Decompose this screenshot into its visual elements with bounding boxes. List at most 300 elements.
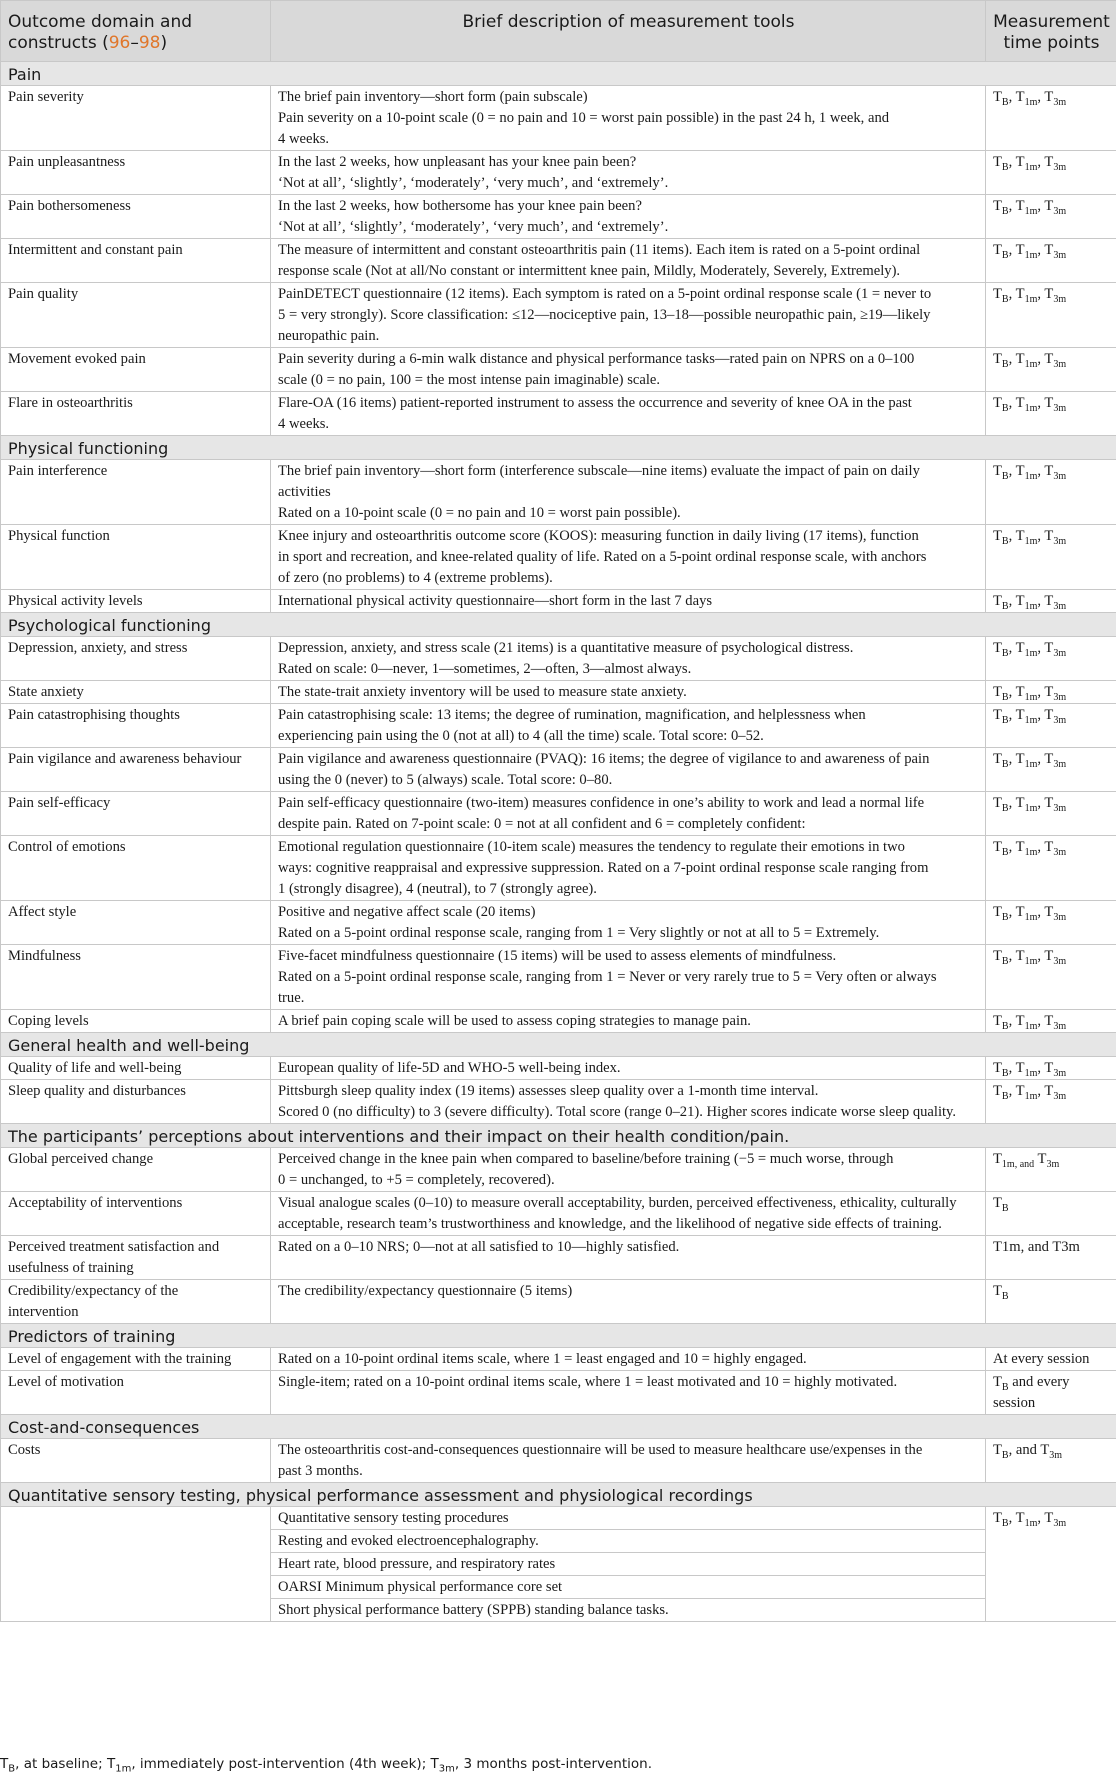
description-cell xyxy=(271,392,986,436)
reference-link-96[interactable]: 96 xyxy=(108,33,131,53)
description-cell xyxy=(271,460,986,525)
time-t-letter: T xyxy=(993,751,1002,767)
description-line: Pain severity on a 10-point scale (0 = no pain and 10 = worst pain possible) in the past 24 h, 1 week, and xyxy=(278,110,890,126)
time-subscript: 3m xyxy=(1053,96,1067,108)
time-points-cell xyxy=(986,1507,1116,1622)
time-t-letter: T xyxy=(1044,795,1054,811)
time-t-letter: T xyxy=(993,198,1002,214)
table-row xyxy=(1,1371,1116,1415)
description-line: Rated on a 5-point ordinal response scale, ranging from 1 = Very slightly or not at all to 5 = Extremely. xyxy=(278,925,880,941)
section-row xyxy=(1,62,1116,86)
time-t-letter: T xyxy=(993,154,1002,170)
time-points-cell xyxy=(986,836,1116,901)
time-sep: , xyxy=(1037,640,1045,656)
description-line: of zero (no problems) to 4 (extreme problems). xyxy=(278,570,553,586)
time-points-cell xyxy=(986,637,1116,681)
construct-cell xyxy=(1,792,271,836)
time-sep: , xyxy=(1037,395,1045,411)
time-sep: , xyxy=(1037,1060,1045,1076)
time-sep: , xyxy=(1037,242,1045,258)
description-cell xyxy=(271,590,986,613)
time-subscript: B xyxy=(1001,1067,1009,1079)
time-t-letter: T xyxy=(1044,351,1054,367)
time-t-letter: T xyxy=(993,1442,1002,1458)
time-t-letter: T xyxy=(1015,395,1025,411)
time-subscript: B xyxy=(1001,1449,1009,1461)
time-t-letter: T xyxy=(1015,640,1025,656)
table-row xyxy=(1,1192,1116,1236)
time-subscript: 1m xyxy=(1024,96,1038,108)
description-line: The brief pain inventory—short form (interference subscale—nine items) evaluate the impact of pain on daily xyxy=(278,463,920,479)
description-line: The brief pain inventory—short form (pain subscale) xyxy=(278,89,588,105)
description-cell xyxy=(271,748,986,792)
time-subscript: 1m xyxy=(1024,535,1038,547)
time-subscript: 3m xyxy=(1053,911,1067,923)
section-row xyxy=(1,1033,1116,1057)
table-row xyxy=(1,1057,1116,1080)
time-sep: , xyxy=(1008,795,1016,811)
table-row xyxy=(1,1148,1116,1192)
time-sep: , xyxy=(1037,684,1045,700)
construct-line: Pain severity xyxy=(8,89,84,105)
construct-line: intervention xyxy=(8,1304,79,1320)
time-subscript: 1m xyxy=(1024,1517,1038,1529)
description-cell xyxy=(271,945,986,1010)
construct-line: Intermittent and constant pain xyxy=(8,242,183,258)
time-t-letter: T xyxy=(1044,89,1054,105)
time-points-cell xyxy=(986,1439,1116,1483)
description-line: Knee injury and osteoarthritis outcome score (KOOS): measuring function in daily living (17 items), function xyxy=(278,528,919,544)
time-t-letter: T xyxy=(1015,154,1025,170)
time-t-letter: T xyxy=(993,286,1002,302)
table-row xyxy=(1,525,1116,590)
description-cell xyxy=(271,637,986,681)
header-col1-pre: constructs ( xyxy=(8,33,109,53)
section-row xyxy=(1,1483,1116,1507)
reference-link-98[interactable]: 98 xyxy=(138,33,161,53)
time-subscript: 3m xyxy=(1053,470,1067,482)
time-t-letter: T xyxy=(1015,707,1025,723)
description-line: The state-trait anxiety inventory will be used to measure state anxiety. xyxy=(278,684,687,700)
construct-line: Perceived treatment satisfaction and xyxy=(8,1239,220,1255)
time-t-letter: T xyxy=(1044,1083,1054,1099)
time-subscript: 1m xyxy=(1001,1158,1015,1170)
time-subscript: B xyxy=(1001,1381,1009,1393)
time-subscript: 1m xyxy=(1024,358,1038,370)
description-cell xyxy=(271,283,986,348)
description-line: Pain vigilance and awareness questionnaire (PVAQ): 16 items; the degree of vigilance to and awareness of pain xyxy=(278,751,930,767)
time-t-letter: T xyxy=(1044,1013,1054,1029)
construct-cell xyxy=(1,1080,271,1124)
description-line: Positive and negative affect scale (20 items) xyxy=(278,904,536,920)
time-points-cell xyxy=(986,1236,1116,1280)
table-row xyxy=(1,1080,1116,1124)
header-col1-dash: – xyxy=(130,33,139,53)
construct-line: Affect style xyxy=(8,904,77,920)
time-subscript: 3m xyxy=(1049,1449,1063,1461)
time-sep: , xyxy=(1008,395,1016,411)
construct-cell xyxy=(1,1439,271,1483)
construct-line: Global perceived change xyxy=(8,1151,154,1167)
time-subscript: 3m xyxy=(1053,1517,1067,1529)
time-sep: , xyxy=(1008,751,1016,767)
construct-cell xyxy=(1,1010,271,1033)
description-line: Emotional regulation questionnaire (10-item scale) measures the tendency to regulate their emotions in two xyxy=(278,839,905,855)
description-line: Pittsburgh sleep quality index (19 items) assesses sleep quality over a 1-month time interval. xyxy=(278,1083,819,1099)
construct-line: Sleep quality and disturbances xyxy=(8,1083,186,1099)
time-sep: , xyxy=(1037,751,1045,767)
time-subscript: 1m xyxy=(1024,846,1038,858)
description-line: in sport and recreation, and knee-related quality of life. Rated on a 5-point ordinal response scale, with anchors xyxy=(278,549,927,565)
description-cell xyxy=(271,792,986,836)
time-sep: , xyxy=(1008,684,1016,700)
time-sep: , xyxy=(1037,351,1045,367)
time-subscript: 3m xyxy=(438,1763,455,1775)
description-line: ways: cognitive reappraisal and expressive suppression. Rated on a 7-point ordinal response scale ranging from xyxy=(278,860,929,876)
construct-cell xyxy=(1,1280,271,1324)
time-subscript: 1m xyxy=(1024,1090,1038,1102)
time-subscript: B xyxy=(1001,1090,1009,1102)
time-t-letter: T xyxy=(1044,286,1054,302)
time-subscript: B xyxy=(8,1763,16,1775)
header-col3-line1: Measurement xyxy=(993,12,1110,32)
time-subscript: B xyxy=(1001,1517,1009,1529)
time-sep: , xyxy=(1008,1013,1016,1029)
table-row xyxy=(1,86,1116,151)
time-subscript: B xyxy=(1001,358,1009,370)
description-cell xyxy=(271,151,986,195)
description-line: Scored 0 (no difficulty) to 3 (severe difficulty). Total score (range 0–21). Higher scores indicate worse sleep quality. xyxy=(278,1104,957,1120)
time-sep: , xyxy=(1008,707,1016,723)
description-line: The credibility/expectancy questionnaire (5 items) xyxy=(278,1283,573,1299)
time-t-letter: T xyxy=(1044,242,1054,258)
time-t-letter: T xyxy=(993,1510,1002,1526)
construct-cell xyxy=(1,86,271,151)
description-cell xyxy=(271,704,986,748)
table-row xyxy=(1,590,1116,613)
table-row xyxy=(1,195,1116,239)
time-sep: , xyxy=(1037,154,1045,170)
description-cell: Short physical performance battery (SPPB) standing balance tasks. xyxy=(271,1599,986,1622)
time-t-letter: T xyxy=(993,1083,1002,1099)
time-subscript: 3m xyxy=(1053,1067,1067,1079)
description-line: Rated on a 5-point ordinal response scale, ranging from 1 = Never or very rarely true to 5 = Very often or always xyxy=(278,969,937,985)
time-subscript: 3m xyxy=(1053,846,1067,858)
time-subscript: 3m xyxy=(1053,535,1067,547)
time-sep: , xyxy=(1037,198,1045,214)
time-t-letter: T xyxy=(1015,684,1025,700)
table-row xyxy=(1,945,1116,1010)
time-subscript: 1m xyxy=(1024,911,1038,923)
time-t-letter: T xyxy=(993,395,1002,411)
time-subscript: 3m xyxy=(1053,402,1067,414)
time-points-cell xyxy=(986,792,1116,836)
time-t-letter: T xyxy=(993,1374,1002,1390)
time-sep: , xyxy=(1037,1013,1045,1029)
construct-cell xyxy=(1,1371,271,1415)
time-t-letter: T xyxy=(993,795,1002,811)
time-and: , and xyxy=(1008,1442,1041,1458)
time-subscript: 1m xyxy=(1024,293,1038,305)
description-line: 5 = very strongly). Score classification: ≤12—nociceptive pain, 13–18—possible neuropathic pain, ≥19—likely xyxy=(278,307,931,323)
construct-line: Level of engagement with the training xyxy=(8,1351,232,1367)
description-line: using the 0 (never) to 5 (always) scale. Total score: 0–80. xyxy=(278,772,613,788)
time-t-letter: T xyxy=(1015,839,1025,855)
description-line: 4 weeks. xyxy=(278,416,330,432)
time-sep: , xyxy=(1008,351,1016,367)
time-points-cell xyxy=(986,195,1116,239)
description-line: Rated on a 10-point scale (0 = no pain and 10 = worst pain possible). xyxy=(278,505,681,521)
construct-cell xyxy=(1,195,271,239)
description-line: despite pain. Rated on 7-point scale: 0 = not at all confident and 6 = completely confident: xyxy=(278,816,806,832)
time-points-cell xyxy=(986,1057,1116,1080)
construct-cell xyxy=(1,1236,271,1280)
time-sep: , xyxy=(1037,286,1045,302)
time-subscript: 1m xyxy=(1024,1020,1038,1032)
time-text: At every session xyxy=(993,1351,1090,1367)
time-points-cell xyxy=(986,348,1116,392)
time-sep: , xyxy=(1008,89,1016,105)
description-cell xyxy=(271,1010,986,1033)
description-line: Pain severity during a 6-min walk distance and physical performance tasks—rated pain on NPRS on a 0–100 xyxy=(278,351,915,367)
section-title: Psychological functioning xyxy=(1,613,1116,637)
time-subscript: 3m xyxy=(1053,1090,1067,1102)
description-line: Visual analogue scales (0–10) to measure overall acceptability, burden, perceived effectiveness, ethicality, culturally xyxy=(278,1195,957,1211)
description-line: Rated on a 0–10 NRS; 0—not at all satisfied to 10—highly satisfied. xyxy=(278,1239,680,1255)
time-sep: , xyxy=(1037,463,1045,479)
construct-cell xyxy=(1,637,271,681)
time-points-cell xyxy=(986,1148,1116,1192)
construct-cell xyxy=(1,239,271,283)
time-subscript: 1m xyxy=(1024,955,1038,967)
time-t-letter: T xyxy=(1015,1060,1025,1076)
time-t-letter: T xyxy=(1015,751,1025,767)
construct-line: Mindfulness xyxy=(8,948,81,964)
time-points-cell xyxy=(986,1080,1116,1124)
time-line: session xyxy=(993,1395,1036,1411)
time-t-letter: T xyxy=(993,593,1002,609)
header-col3-line2: time points xyxy=(1003,33,1100,53)
description-cell xyxy=(271,239,986,283)
description-line: Rated on a 10-point ordinal items scale, where 1 = least engaged and 10 = highly engaged. xyxy=(278,1351,807,1367)
time-points-cell xyxy=(986,681,1116,704)
construct-line: Pain interference xyxy=(8,463,108,479)
description-cell: Resting and evoked electroencephalography. xyxy=(271,1530,986,1553)
description-cell xyxy=(271,1080,986,1124)
description-line: past 3 months. xyxy=(278,1463,363,1479)
time-sep: , xyxy=(1008,528,1016,544)
construct-cell xyxy=(1,1348,271,1371)
table-row xyxy=(1,748,1116,792)
time-subscript: 3m xyxy=(1053,205,1067,217)
table-row xyxy=(1,901,1116,945)
construct-cell xyxy=(1,945,271,1010)
time-t-letter: T xyxy=(993,1195,1002,1211)
description-cell xyxy=(271,195,986,239)
time-sep: , xyxy=(1037,89,1045,105)
construct-line: Pain catastrophising thoughts xyxy=(8,707,180,723)
time-t-letter: T xyxy=(1044,1060,1054,1076)
time-t-letter: T xyxy=(1044,198,1054,214)
time-points-cell xyxy=(986,945,1116,1010)
construct-cell xyxy=(1,590,271,613)
time-sep: , xyxy=(1008,242,1016,258)
time-t-letter: T xyxy=(1015,795,1025,811)
header-time-points xyxy=(986,1,1116,62)
time-sep: , xyxy=(1008,154,1016,170)
header-col1-post: ) xyxy=(160,33,168,53)
construct-cell xyxy=(1,392,271,436)
time-t-letter: T xyxy=(1015,593,1025,609)
construct-line: Pain bothersomeness xyxy=(8,198,131,214)
time-subscript: 1m xyxy=(1024,647,1038,659)
time-t-letter: T xyxy=(1015,89,1025,105)
time-t-letter: T xyxy=(993,528,1002,544)
description-line: scale (0 = no pain, 100 = the most intense pain imaginable) scale. xyxy=(278,372,661,388)
description-cell xyxy=(271,1057,986,1080)
time-subscript: B xyxy=(1001,249,1009,261)
time-subscript: 1m xyxy=(1024,600,1038,612)
time-points-cell xyxy=(986,1371,1116,1415)
time-subscript: 3m xyxy=(1053,647,1067,659)
construct-line: Acceptability of interventions xyxy=(8,1195,183,1211)
construct-line: Pain self-efficacy xyxy=(8,795,111,811)
table-row xyxy=(1,348,1116,392)
time-t-letter: T xyxy=(993,1060,1002,1076)
description-line: experiencing pain using the 0 (not at all) to 4 (all the time) scale. Total score: 0–52. xyxy=(278,728,764,744)
description-line: Depression, anxiety, and stress scale (21 items) is a quantitative measure of psychological distress. xyxy=(278,640,854,656)
time-points-cell xyxy=(986,283,1116,348)
description-cell xyxy=(271,1192,986,1236)
time-subscript: 3m xyxy=(1046,1158,1060,1170)
description-cell xyxy=(271,525,986,590)
time-points-cell xyxy=(986,525,1116,590)
time-subscript: B xyxy=(1001,96,1009,108)
description-line: Five-facet mindfulness questionnaire (15 items) will be used to assess elements of mindfulness. xyxy=(278,948,837,964)
construct-cell xyxy=(1,1507,271,1622)
time-subscript: 3m xyxy=(1053,293,1067,305)
description-line: The measure of intermittent and constant osteoarthritis pain (11 items). Each item is rated on a 5-point ordinal xyxy=(278,242,921,258)
time-t-letter: T xyxy=(993,242,1002,258)
header-col1-line1: Outcome domain and xyxy=(8,12,193,32)
description-cell xyxy=(271,1280,986,1324)
time-subscript: 1m xyxy=(1024,1067,1038,1079)
time-t-letter: T xyxy=(0,1756,9,1772)
section-title: General health and well-being xyxy=(1,1033,1116,1057)
description-line: response scale (Not at all/No constant or intermittent knee pain, Mildly, Moderately, Severely, Extremely). xyxy=(278,263,901,279)
description-cell: Heart rate, blood pressure, and respiratory rates xyxy=(271,1553,986,1576)
time-t-letter: T xyxy=(993,684,1002,700)
time-subscript: 1m xyxy=(1024,714,1038,726)
description-line: Rated on scale: 0—never, 1—sometimes, 2—often, 3—almost always. xyxy=(278,661,692,677)
table-row xyxy=(1,637,1116,681)
time-t-letter: T xyxy=(1044,640,1054,656)
construct-line: usefulness of training xyxy=(8,1260,134,1276)
time-sep: , xyxy=(1008,948,1016,964)
time-t-letter: T xyxy=(1015,528,1025,544)
description-line: Flare-OA (16 items) patient-reported instrument to assess the occurrence and severity of knee OA in the past xyxy=(278,395,912,411)
time-subscript: B xyxy=(1001,691,1009,703)
construct-line: Quality of life and well-being xyxy=(8,1060,182,1076)
description-line: European quality of life-5D and WHO-5 well-being index. xyxy=(278,1060,621,1076)
time-points-cell xyxy=(986,1192,1116,1236)
time-t-letter: T xyxy=(1015,1083,1025,1099)
time-subscript: 3m xyxy=(1053,249,1067,261)
time-t-letter: T xyxy=(1044,684,1054,700)
time-subscript: 1m xyxy=(115,1763,132,1775)
construct-cell xyxy=(1,151,271,195)
time-sep: , xyxy=(1008,640,1016,656)
time-subscript: 1m xyxy=(1024,205,1038,217)
table-row xyxy=(1,1507,1116,1530)
description-cell xyxy=(271,1371,986,1415)
table-row xyxy=(1,460,1116,525)
time-t-letter: T xyxy=(1044,593,1054,609)
time-subscript: 1m xyxy=(1024,758,1038,770)
time-subscript: 1m xyxy=(1024,691,1038,703)
time-points-cell xyxy=(986,239,1116,283)
time-points-cell xyxy=(986,748,1116,792)
description-line: In the last 2 weeks, how unpleasant has your knee pain been? xyxy=(278,154,637,170)
time-subscript: B xyxy=(1001,846,1009,858)
construct-line: Pain vigilance and awareness behaviour xyxy=(8,751,242,767)
section-row xyxy=(1,1124,1116,1148)
time-t-letter: T xyxy=(1015,198,1025,214)
description-line: neuropathic pain. xyxy=(278,328,380,344)
time-sep: , xyxy=(1037,948,1045,964)
description-cell xyxy=(271,901,986,945)
construct-cell xyxy=(1,1057,271,1080)
time-t-letter: T xyxy=(993,1013,1002,1029)
time-points-cell xyxy=(986,151,1116,195)
description-line: activities xyxy=(278,484,331,500)
time-subscript: B xyxy=(1001,1202,1009,1214)
description-line: 1 (strongly disagree), 4 (neutral), to 7 (strongly agree). xyxy=(278,881,597,897)
time-t-letter: T xyxy=(993,89,1002,105)
construct-cell xyxy=(1,348,271,392)
time-subscript: 1m xyxy=(1024,161,1038,173)
table-body xyxy=(1,62,1116,1622)
table-row xyxy=(1,1010,1116,1033)
description-line: 0 = unchanged, to +5 = completely, recovered). xyxy=(278,1172,555,1188)
table-row xyxy=(1,1236,1116,1280)
description-line: ‘Not at all’, ‘slightly’, ‘moderately’, ‘very much’, and ‘extremely’. xyxy=(278,175,669,191)
footnote-t3m-def: , 3 months post-intervention. xyxy=(454,1756,652,1772)
section-title: The participants’ perceptions about interventions and their impact on their health condition/pain. xyxy=(1,1124,1116,1148)
time-t-letter: T xyxy=(1015,286,1025,302)
time-subscript: B xyxy=(1001,600,1009,612)
time-t-letter: T xyxy=(1044,948,1054,964)
construct-line: Pain quality xyxy=(8,286,79,302)
time-t-letter: T xyxy=(1015,1013,1025,1029)
description-line: Perceived change in the knee pain when compared to baseline/before training (−5 = much worse, through xyxy=(278,1151,894,1167)
time-t-letter: T xyxy=(1044,839,1054,855)
time-sep: , xyxy=(1008,1510,1016,1526)
time-t-letter: T xyxy=(993,1151,1002,1167)
time-t-letter: T xyxy=(1015,948,1025,964)
description-cell: OARSI Minimum physical performance core set xyxy=(271,1576,986,1599)
time-t-letter: T xyxy=(1044,707,1054,723)
description-cell xyxy=(271,1236,986,1280)
footnote-tb-def: , at baseline; xyxy=(15,1756,107,1772)
time-subscript: 1m xyxy=(1024,802,1038,814)
description-line: true. xyxy=(278,990,305,1006)
section-row xyxy=(1,1324,1116,1348)
time-t-letter: T xyxy=(1044,904,1054,920)
construct-cell xyxy=(1,681,271,704)
time-t-letter: T xyxy=(1044,751,1054,767)
time-subscript: B xyxy=(1001,161,1009,173)
